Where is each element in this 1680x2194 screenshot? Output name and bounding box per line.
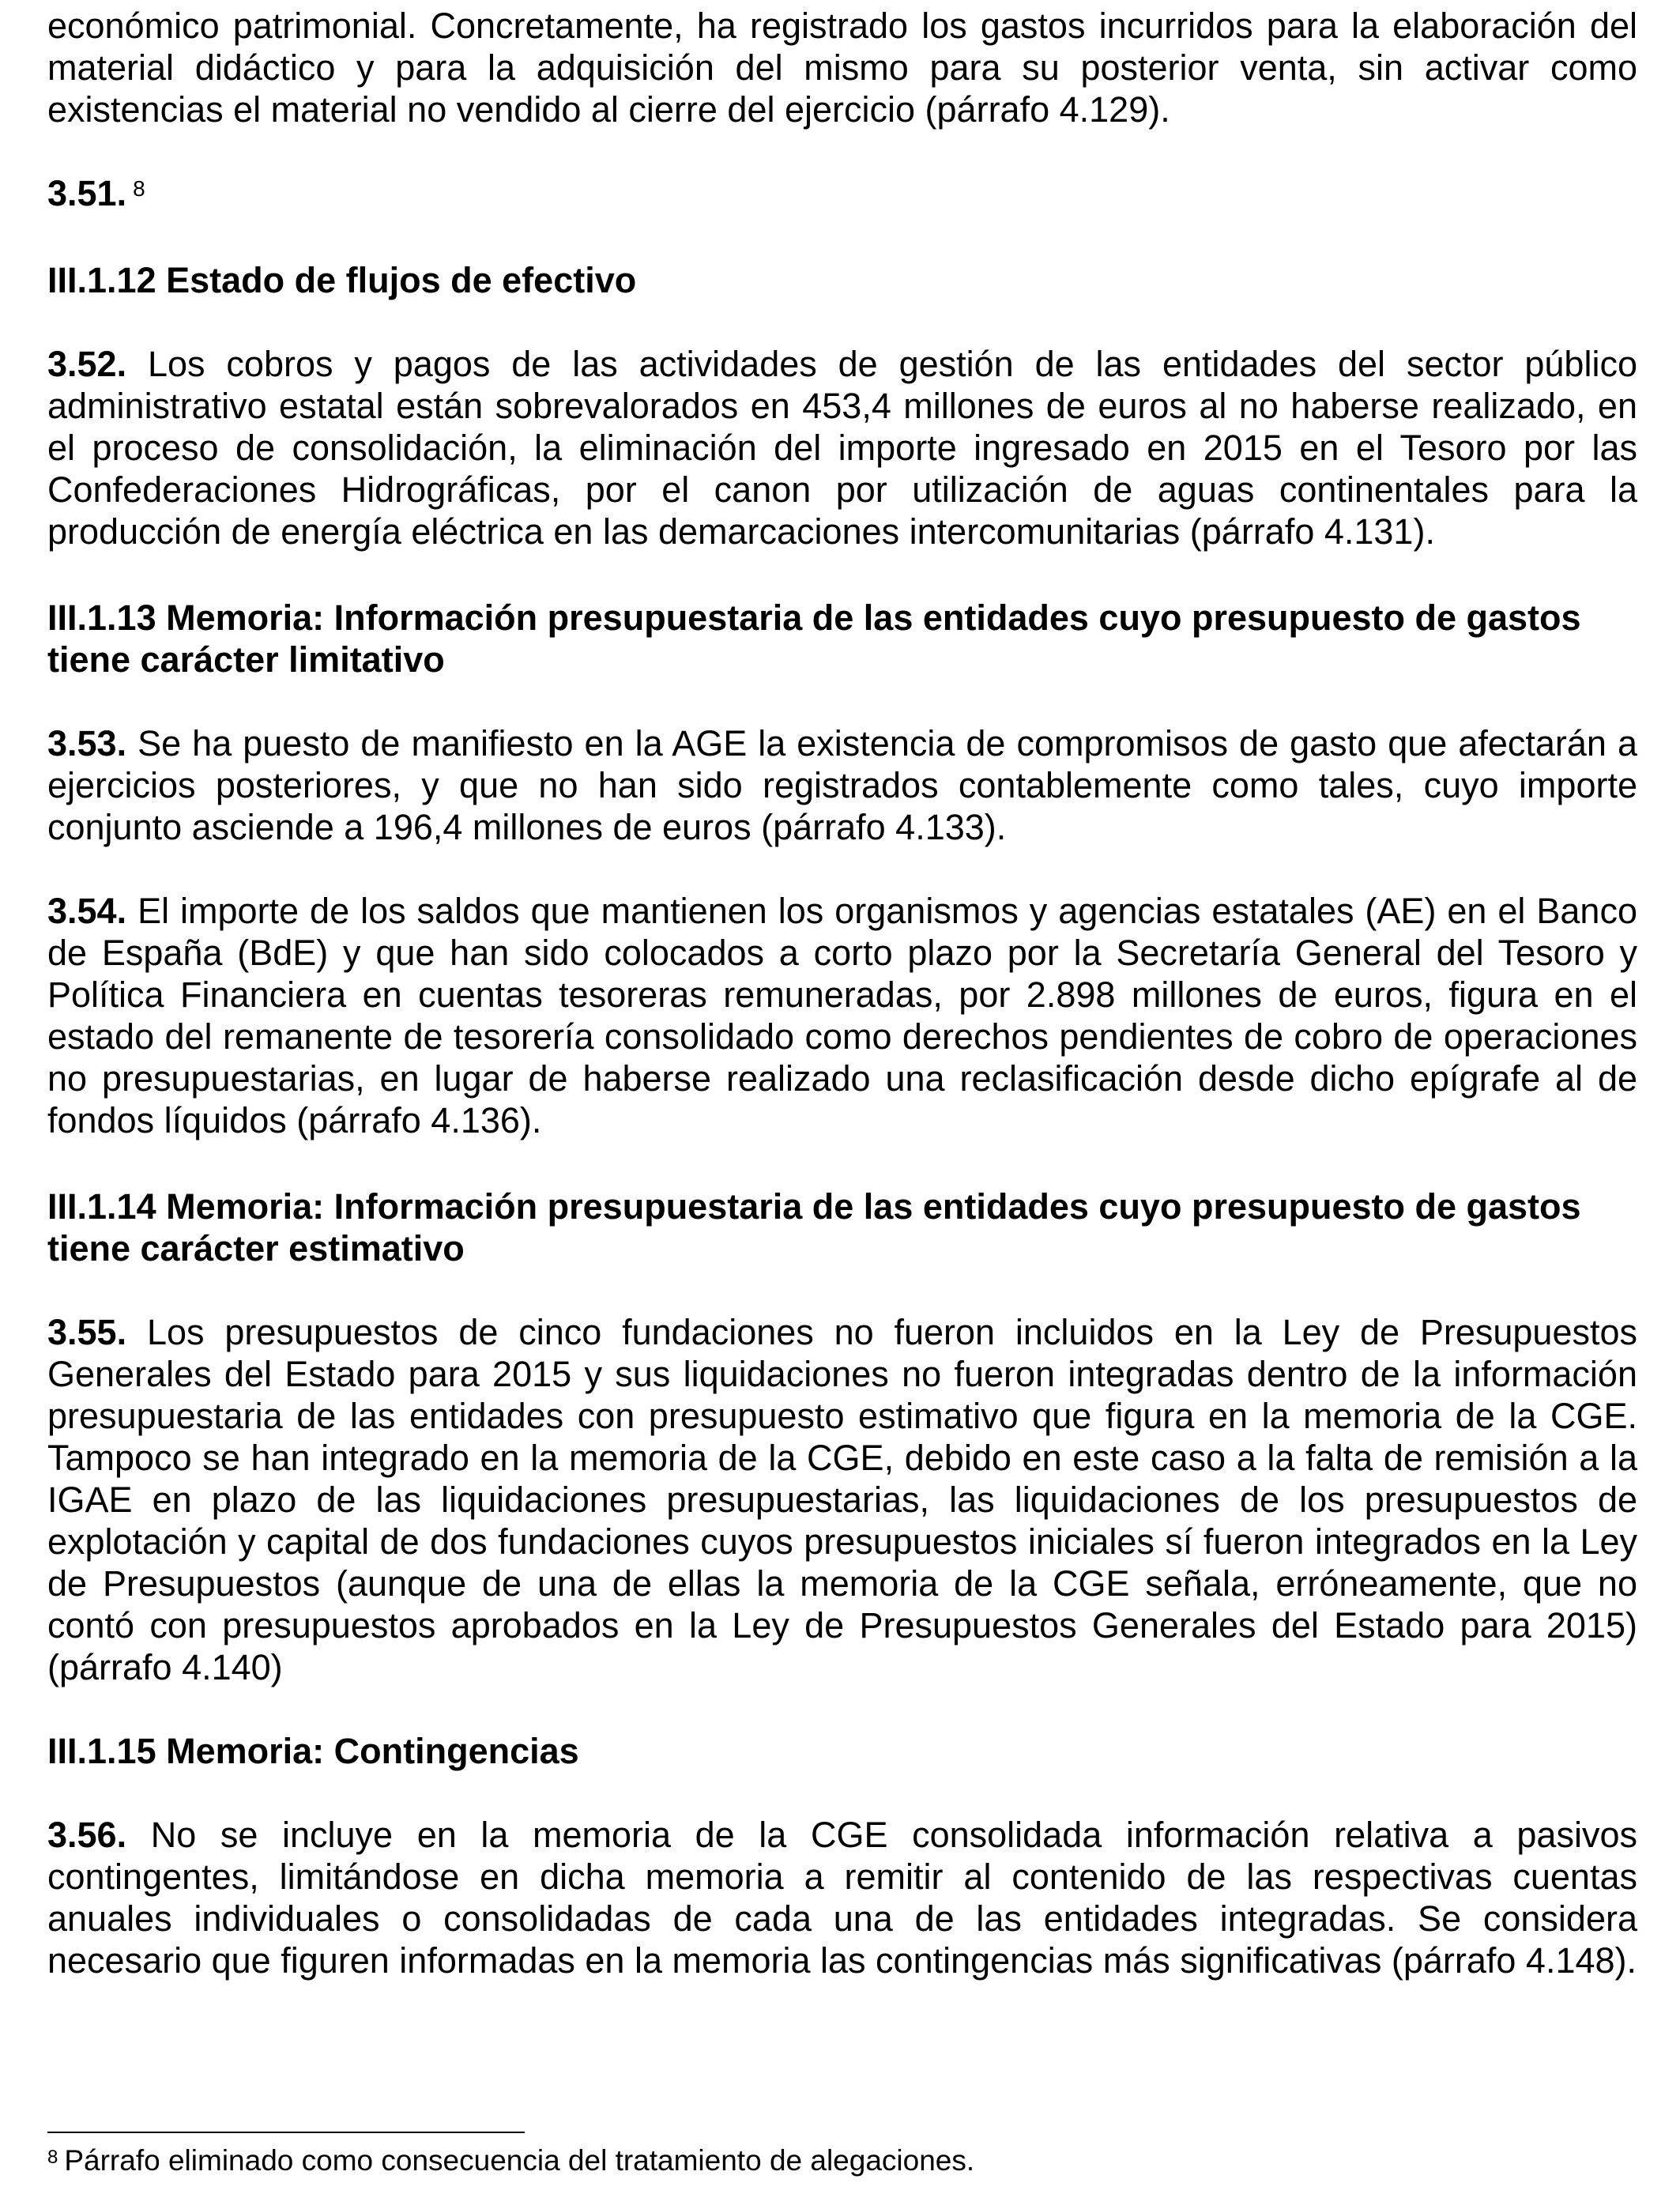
- paragraph-number: 3.52.: [47, 344, 127, 384]
- section-heading-3-1-15: III.1.15 Memoria: Contingencias: [47, 1731, 579, 1771]
- document-body: [47, 5, 1637, 1981]
- paragraph-number: 3.55.: [47, 1312, 127, 1352]
- footnote-mark: 8: [47, 2147, 58, 2168]
- footnote-reference[interactable]: 8: [133, 176, 145, 201]
- intro-paragraph: económico patrimonial. Concretamente, ha registrado los gastos incurridos para la elaboración del material didáctico y para la adquisición del mismo para su posterior venta, sin activar como existencias el material no vendido al cierre del ejercicio (párrafo 4.129).: [47, 6, 1637, 130]
- paragraph-text: Los cobros y pagos de las actividades de gestión de las entidades del sector público administrativo estatal están sobrevalorados en 453,4 millones de euros al no haberse realizado, en el proceso de consolidación, la eliminación del importe ingresado en 2015 en el Tesoro por las Confederaciones Hidrográficas, por el canon por utilización de aguas continentales para la producción de energía eléctrica en las demarcaciones intercomunitarias (párrafo 4.131).: [47, 344, 1637, 552]
- paragraph-text: No se incluye en la memoria de la CGE consolidada información relativa a pasivos contingentes, limitándose en dicha memoria a remitir al contenido de las respectivas cuentas anuales individuales o consolidadas de cada una de las entidades integradas. Se considera necesario que figuren informadas en la memoria las contingencias más significativas (párrafo 4.148).: [47, 1815, 1637, 1981]
- paragraph-3-54: [47, 890, 1637, 1141]
- paragraph-text: Se ha puesto de manifiesto en la AGE la existencia de compromisos de gasto que afectarán a ejercicios posteriores, y que no han sido registrados contablemente como tales, cuyo importe conjunto asciende a 196,4 millones de euros (párrafo 4.133).: [47, 723, 1637, 847]
- footnote-text: Párrafo eliminado como consecuencia del tratamiento de alegaciones.: [64, 2144, 975, 2177]
- paragraph-3-52: [47, 343, 1637, 552]
- paragraph-text: Los presupuestos de cinco fundaciones no fueron incluidos en la Ley de Presupuestos Generales del Estado para 2015 y sus liquidaciones no fueron integradas dentro de la información presupuestaria de las entidades con presupuesto estimativo que figura en la memoria de la CGE. Tampoco se han integrado en la memoria de la CGE, debido en este caso a la falta de remisión a la IGAE en plazo de las liquidaciones presupuestarias, las liquidaciones de los presupuestos de explotación y capital de dos fundaciones cuyos presupuestos iniciales sí fueron integrados en la Ley de Presupuestos (aunque de una de ellas la memoria de la CGE señala, erróneamente, que no contó con presupuestos aprobados en la Ley de Presupuestos Generales del Estado para 2015) (párrafo 4.140): [47, 1312, 1637, 1687]
- paragraph-3-51: [47, 172, 1637, 214]
- paragraph-number: 3.54.: [47, 891, 127, 931]
- section-heading-3-1-12: III.1.12 Estado de flujos de efectivo: [47, 260, 637, 300]
- paragraph-3-56: [47, 1814, 1637, 1981]
- footnote: [47, 2143, 974, 2178]
- paragraph-3-53: [47, 722, 1637, 848]
- paragraph-text: El importe de los saldos que mantienen los organismos y agencias estatales (AE) en el Banco de España (BdE) y que han sido colocados a corto plazo por la Secretaría General del Tesoro y Política Financiera en cuentas tesoreras remuneradas, por 2.898 millones de euros, figura en el estado del remanente de tesorería consolidado como derechos pendientes de cobro de operaciones no presupuestarias, en lugar de haberse realizado una reclasificación desde dicho epígrafe al de fondos líquidos (párrafo 4.136).: [47, 891, 1637, 1140]
- footnote-separator: [47, 2132, 525, 2133]
- paragraph-number: 3.51.: [47, 173, 127, 213]
- paragraph-number: 3.53.: [47, 723, 127, 763]
- section-heading-3-1-13: III.1.13 Memoria: Información presupuestaria de las entidades cuyo presupuesto de gastos tiene carácter limitativo: [47, 598, 1581, 680]
- paragraph-3-55: [47, 1311, 1637, 1688]
- section-heading-3-1-14: III.1.14 Memoria: Información presupuestaria de las entidades cuyo presupuesto de gastos tiene carácter estimativo: [47, 1186, 1581, 1269]
- paragraph-number: 3.56.: [47, 1815, 127, 1855]
